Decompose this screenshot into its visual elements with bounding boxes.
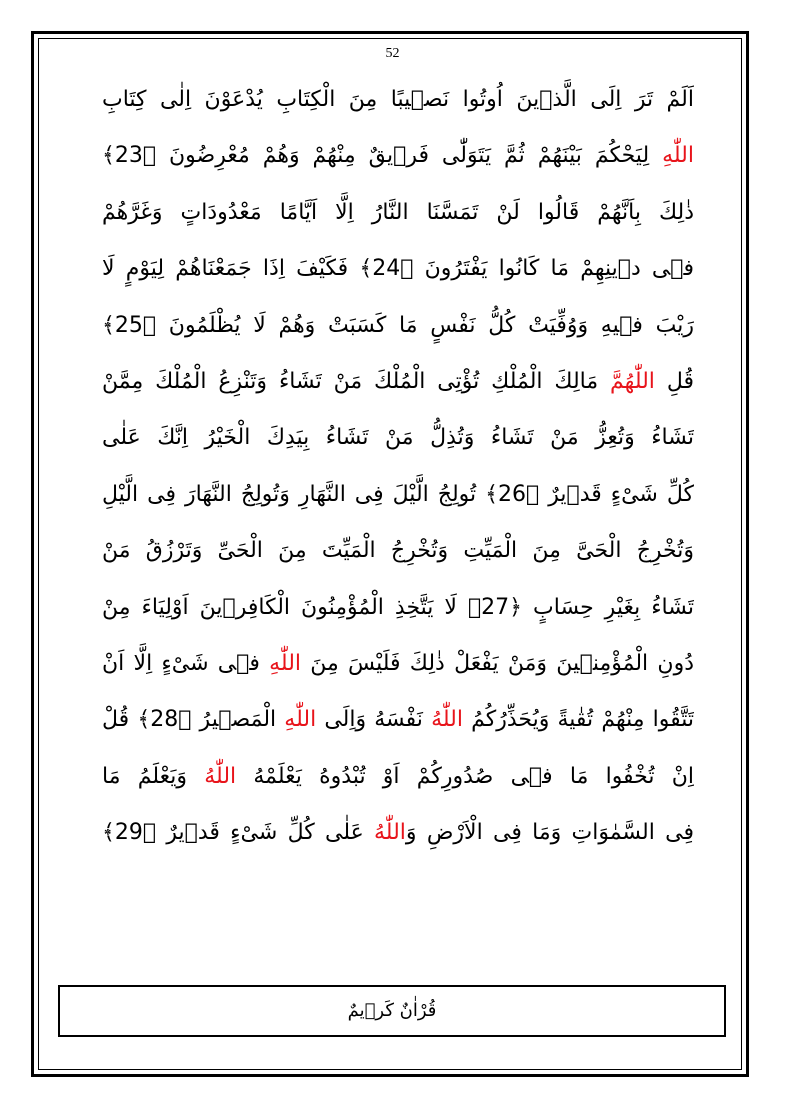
verse-text: فِى السَّمٰوَاتِ وَمَا فِى الْاَرْضِ وَ bbox=[405, 820, 694, 846]
verse-text: اَلَمْ تَرَ اِلَى الَّذٖينَ اُوتُوا نَصٖيبًا مِنَ الْكِتَابِ يُدْعَوْنَ اِلٰى كِتَابِ bbox=[102, 87, 694, 112]
verse-text: الْمَصٖيرُ ﴿28﴾ قُلْ bbox=[102, 707, 285, 733]
verse-text: لِيَحْكُمَ بَيْنَهُمْ ثُمَّ يَتَوَلّٰى فَرٖيقٌ مِنْهُمْ وَهُمْ مُعْرِضُونَ ﴿23﴾ bbox=[102, 143, 663, 169]
divine-name-text: اللّٰهِ bbox=[284, 707, 317, 733]
verse-text: فٖى دٖينِهِمْ مَا كَانُوا يَفْتَرُونَ ﴿24﴾ فَكَيْفَ اِذَا جَمَعْنَاهُمْ لِيَوْمٍ لَا bbox=[102, 256, 694, 282]
verse-text: قُلِ bbox=[654, 368, 694, 394]
divine-name-text: اللّٰهُمَّ bbox=[610, 368, 655, 394]
divine-name-text: اللّٰهِ bbox=[662, 143, 694, 169]
verse-text: نَفْسَهُ وَاِلَى bbox=[316, 707, 432, 733]
verse-text: كُلِّ شَیْءٍ قَدٖيرٌ ﴿26﴾ تُولِجُ الَّيْلَ فِى النَّهَارِ وَتُولِجُ النَّهَارَ فِى الَّيْلِ bbox=[102, 481, 694, 507]
text-line bbox=[102, 692, 694, 748]
footer-box bbox=[58, 985, 726, 1037]
text-line bbox=[102, 805, 694, 861]
divine-name-text: اللّٰهُ bbox=[374, 820, 406, 846]
divine-name-text: اللّٰهُ bbox=[431, 707, 463, 733]
verse-text: عَلٰى كُلِّ شَیْءٍ قَدٖيرٌ ﴿29﴾ bbox=[102, 820, 375, 846]
verse-text: اِنْ تُخْفُوا مَا فٖى صُدُورِكُمْ اَوْ تُبْدُوهُ يَعْلَمْهُ bbox=[236, 763, 694, 789]
text-line bbox=[102, 241, 694, 297]
verse-text: رَيْبَ فٖيهِ وَوُفِّيَتْ كُلُّ نَفْسٍ مَا كَسَبَتْ وَهُمْ لَا يُظْلَمُونَ ﴿25﴾ bbox=[102, 312, 694, 338]
verse-text: تَشَاءُ بِغَيْرِ حِسَابٍ ﴿27﴾ لَا يَتَّخِذِ الْمُؤْمِنُونَ الْكَافِرٖينَ اَوْلِيَاءَ مِنْ bbox=[102, 594, 694, 620]
text-line bbox=[102, 523, 694, 579]
text-line bbox=[102, 298, 694, 354]
verse-text: دُونِ الْمُؤْمِنٖينَ وَمَنْ يَفْعَلْ ذٰلِكَ فَلَيْسَ مِنَ bbox=[301, 650, 694, 676]
text-line bbox=[102, 749, 694, 805]
page-number: 52 bbox=[385, 46, 400, 61]
text-line bbox=[102, 72, 694, 128]
verse-text: وَيَعْلَمُ مَا bbox=[102, 763, 205, 789]
text-line bbox=[102, 467, 694, 523]
verse-text: مَالِكَ الْمُلْكِ تُؤْتِى الْمُلْكَ مَنْ تَشَاءُ وَتَنْزِعُ الْمُلْكَ مِمَّنْ bbox=[102, 368, 611, 394]
verse-text: فٖى شَیْءٍ اِلَّا اَنْ bbox=[102, 650, 270, 676]
verse-text: وَتُخْرِجُ الْحَىَّ مِنَ الْمَيِّتِ وَتُخْرِجُ الْمَيِّتَ مِنَ الْحَىِّ وَتَرْزُقُ مَنْ bbox=[102, 538, 694, 564]
divine-name-text: اللّٰهِ bbox=[269, 650, 302, 676]
footer-title: قُرْاٰنٌ كَرٖيمٌ bbox=[347, 1000, 437, 1021]
text-line bbox=[102, 580, 694, 636]
verse-text: تَتَّقُوا مِنْهُمْ تُقٰيةً وَيُحَذِّرُكُمُ bbox=[462, 707, 694, 733]
text-line bbox=[102, 128, 694, 184]
text-line bbox=[102, 354, 694, 410]
text-line bbox=[102, 410, 694, 466]
text-line bbox=[102, 636, 694, 692]
verse-text: ذٰلِكَ بِاَنَّهُمْ قَالُوا لَنْ تَمَسَّنَا النَّارُ اِلَّا اَيَّامًا مَعْدُودَاتٍ وَغَرَّهُمْ bbox=[102, 199, 694, 225]
verse-text: تَشَاءُ وَتُعِزُّ مَنْ تَشَاءُ وَتُذِلُّ مَنْ تَشَاءُ بِيَدِكَ الْخَيْرُ اِنَّكَ عَلٰى bbox=[102, 425, 694, 451]
quran-text-block bbox=[102, 72, 694, 861]
text-line bbox=[102, 185, 694, 241]
divine-name-text: اللّٰهُ bbox=[204, 763, 237, 789]
